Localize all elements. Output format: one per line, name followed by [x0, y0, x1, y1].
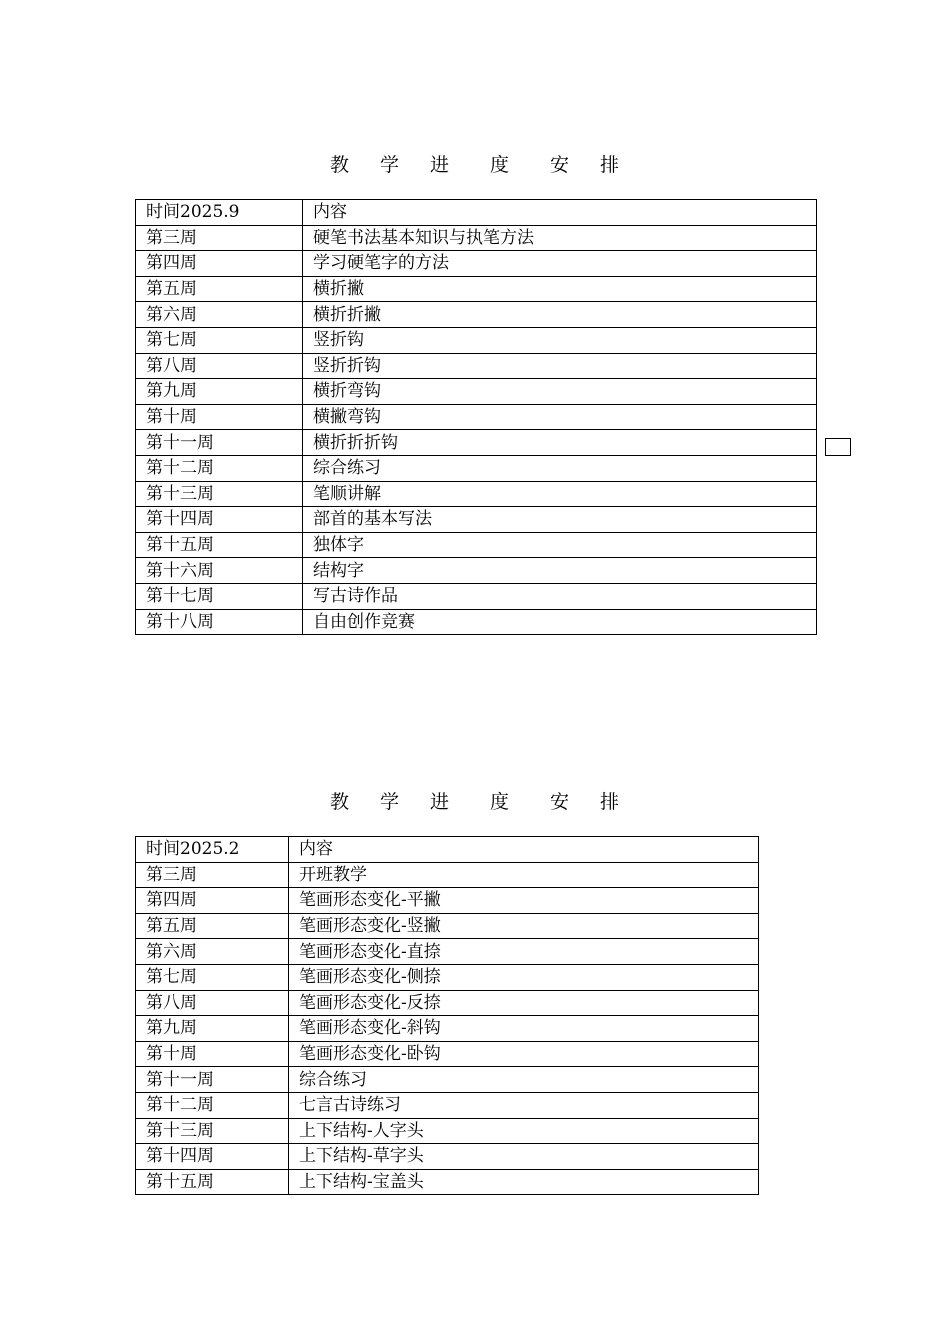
- table-row: [136, 558, 817, 584]
- content-cell: 上下结构-宝盖头: [289, 1169, 759, 1195]
- week-cell: 第十五周: [136, 532, 303, 558]
- content-cell: 笔画形态变化-斜钩: [289, 1016, 759, 1042]
- content-cell: 竖折钩: [303, 327, 817, 353]
- table-row: [136, 1118, 759, 1144]
- table-header-row: [136, 837, 759, 863]
- week-cell: 第十四周: [136, 1144, 289, 1170]
- week-cell: 第十八周: [136, 609, 303, 635]
- content-cell: 七言古诗练习: [289, 1092, 759, 1118]
- title-char: 学: [379, 154, 400, 176]
- week-cell: 第十七周: [136, 583, 303, 609]
- content-cell: 独体字: [303, 532, 817, 558]
- week-cell: 第十三周: [136, 481, 303, 507]
- content-cell: 写古诗作品: [303, 583, 817, 609]
- schedule-table-1: [135, 199, 817, 635]
- header-content-cell: 内容: [289, 837, 759, 863]
- title-char: 安: [550, 791, 571, 813]
- content-cell: 综合练习: [303, 455, 817, 481]
- week-cell: 第十周: [136, 1041, 289, 1067]
- title-char: 进: [429, 791, 450, 813]
- side-box: [825, 438, 851, 456]
- table-row: [136, 225, 817, 251]
- content-cell: 横撇弯钩: [303, 404, 817, 430]
- content-cell: 横折折撇: [303, 302, 817, 328]
- week-cell: 第四周: [136, 888, 289, 914]
- table-row: [136, 430, 817, 456]
- content-cell: 自由创作竞赛: [303, 609, 817, 635]
- header-content-cell: 内容: [303, 200, 817, 226]
- content-cell: 笔顺讲解: [303, 481, 817, 507]
- table-row: [136, 609, 817, 635]
- table-row: [136, 1144, 759, 1170]
- table-row: [136, 276, 817, 302]
- week-cell: 第五周: [136, 913, 289, 939]
- content-cell: 横折折折钩: [303, 430, 817, 456]
- table-row: [136, 964, 759, 990]
- content-cell: 横折撇: [303, 276, 817, 302]
- section-2-title: [0, 787, 950, 814]
- table-row: [136, 481, 817, 507]
- week-cell: 第九周: [136, 379, 303, 405]
- content-cell: 笔画形态变化-反捺: [289, 990, 759, 1016]
- table-row: [136, 532, 817, 558]
- content-cell: 横折弯钩: [303, 379, 817, 405]
- table-row: [136, 302, 817, 328]
- week-cell: 第三周: [136, 862, 289, 888]
- week-cell: 第十二周: [136, 1092, 289, 1118]
- title-char: 度: [490, 154, 511, 176]
- content-cell: 结构字: [303, 558, 817, 584]
- week-cell: 第十周: [136, 404, 303, 430]
- title-char: 进: [429, 154, 450, 176]
- content-cell: 开班教学: [289, 862, 759, 888]
- schedule-table-2: [135, 836, 759, 1195]
- week-cell: 第五周: [136, 276, 303, 302]
- header-time-cell: 时间2025.9: [136, 200, 303, 226]
- table-row: [136, 1092, 759, 1118]
- content-cell: 笔画形态变化-卧钩: [289, 1041, 759, 1067]
- table-row: [136, 583, 817, 609]
- week-cell: 第三周: [136, 225, 303, 251]
- week-cell: 第八周: [136, 353, 303, 379]
- title-char: 排: [600, 154, 621, 176]
- week-cell: 第十三周: [136, 1118, 289, 1144]
- title-char: 教: [329, 154, 350, 176]
- content-cell: 部首的基本写法: [303, 507, 817, 533]
- table-row: [136, 1041, 759, 1067]
- week-cell: 第四周: [136, 251, 303, 277]
- table-row: [136, 1169, 759, 1195]
- title-char: 排: [600, 791, 621, 813]
- week-cell: 第六周: [136, 302, 303, 328]
- week-cell: 第十六周: [136, 558, 303, 584]
- content-cell: 上下结构-人字头: [289, 1118, 759, 1144]
- week-cell: 第十四周: [136, 507, 303, 533]
- content-cell: 学习硬笔字的方法: [303, 251, 817, 277]
- table-row: [136, 990, 759, 1016]
- content-cell: 笔画形态变化-平撇: [289, 888, 759, 914]
- header-time-cell: 时间2025.2: [136, 837, 289, 863]
- week-cell: 第七周: [136, 327, 303, 353]
- week-cell: 第六周: [136, 939, 289, 965]
- table-row: [136, 404, 817, 430]
- title-char: 安: [550, 154, 571, 176]
- week-cell: 第十一周: [136, 430, 303, 456]
- section-1-title: [0, 150, 950, 177]
- table-row: [136, 379, 817, 405]
- content-cell: 综合练习: [289, 1067, 759, 1093]
- table-row: [136, 353, 817, 379]
- content-cell: 竖折折钩: [303, 353, 817, 379]
- table-row: [136, 507, 817, 533]
- content-cell: 笔画形态变化-侧捺: [289, 964, 759, 990]
- content-cell: 硬笔书法基本知识与执笔方法: [303, 225, 817, 251]
- table-row: [136, 1016, 759, 1042]
- title-char: 度: [490, 791, 511, 813]
- table-row: [136, 888, 759, 914]
- week-cell: 第七周: [136, 964, 289, 990]
- content-cell: 笔画形态变化-直捺: [289, 939, 759, 965]
- table-row: [136, 913, 759, 939]
- title-char: 学: [379, 791, 400, 813]
- content-cell: 上下结构-草字头: [289, 1144, 759, 1170]
- content-cell: 笔画形态变化-竖撇: [289, 913, 759, 939]
- table-row: [136, 251, 817, 277]
- table-row: [136, 1067, 759, 1093]
- week-cell: 第十一周: [136, 1067, 289, 1093]
- table-row: [136, 455, 817, 481]
- week-cell: 第八周: [136, 990, 289, 1016]
- table-row: [136, 327, 817, 353]
- week-cell: 第十二周: [136, 455, 303, 481]
- week-cell: 第九周: [136, 1016, 289, 1042]
- week-cell: 第十五周: [136, 1169, 289, 1195]
- table-row: [136, 862, 759, 888]
- table-row: [136, 939, 759, 965]
- table-header-row: [136, 200, 817, 226]
- title-char: 教: [329, 791, 350, 813]
